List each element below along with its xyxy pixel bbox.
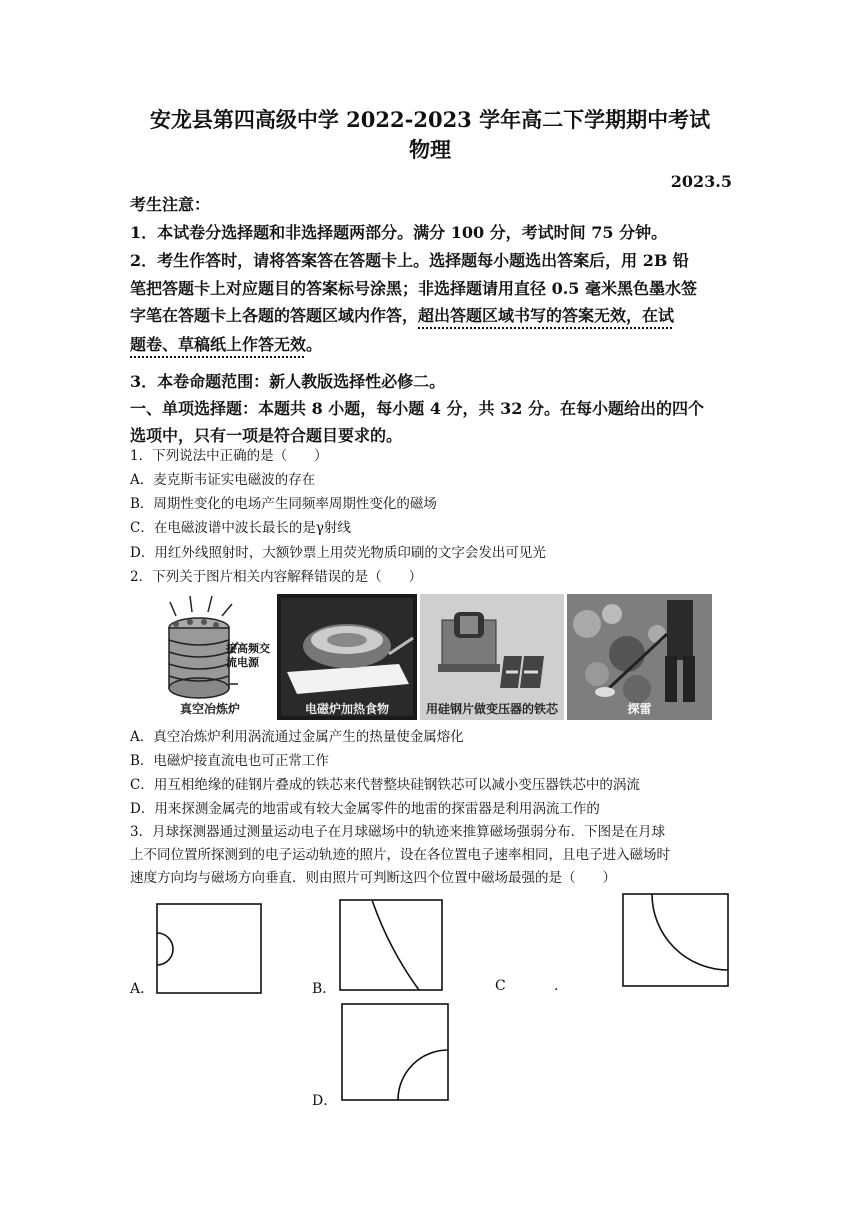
exam-title: 安龙县第四高级中学 2022-2023 学年高二下学期期中考试 <box>149 107 711 132</box>
q3-figure-d <box>341 1003 449 1101</box>
q1-option-b: B．周期性变化的电场产生同频率周期性变化的磁场 <box>130 496 437 512</box>
q3-figure-b <box>339 899 443 992</box>
q2-stem: 2．下列关于图片相关内容解释错误的是（ ） <box>130 569 423 585</box>
notice-item-2-line-3 <box>130 302 674 330</box>
q2-option-d: D．用来探测金属壳的地雷或有较大金属零件的地雷的探雷器是利用涡流工作的 <box>130 801 600 817</box>
notice-item-2-line-4-emphasis: 题卷、草稿纸上作答无效 <box>130 335 307 354</box>
notice-heading: 考生注意： <box>130 195 211 214</box>
notice-item-1: 1．本试卷分选择题和非选择题两部分。满分 100 分，考试时间 75 分钟。 <box>130 223 668 242</box>
q2-option-a: A．真空冶炼炉利用涡流通过金属产生的热量使金属熔化 <box>130 729 464 745</box>
photo-transformer-core <box>420 594 564 720</box>
notice-item-3: 3．本卷命题范围：新人教版选择性必修二。 <box>130 372 446 391</box>
notice-item-2-line-3-emphasis: 超出答题区域书写的答案无效，在试 <box>418 306 675 325</box>
photo-caption-2: 电磁炉加热食物 <box>304 702 389 716</box>
photo-vacuum-furnace <box>146 594 274 720</box>
q3-stem-line-1: 3．月球探测器通过测量运动电子在月球磁场中的轨迹来推算磁场强弱分布．下图是在月球 <box>130 824 666 840</box>
power-source-label: 接高频交流电源 <box>226 642 270 669</box>
exam-date: 2023.5 <box>670 172 732 191</box>
q3-figure-a <box>156 903 262 995</box>
notice-item-2-line-2: 笔把答题卡上对应题目的答案标号涂黑；非选择题请用直径 0.5 毫米黑色墨水签 <box>130 279 697 298</box>
q3-label-c-dot: . <box>554 978 559 994</box>
photo-caption-3: 用硅钢片做变压器的铁芯 <box>425 702 558 716</box>
q3-stem-line-3: 速度方向均与磁场方向垂直．则由照片可判断这四个位置中磁场最强的是（ ） <box>130 870 616 886</box>
q2-option-c: C．用互相绝缘的硅钢片叠成的铁芯来代替整块硅钢铁芯可以减小变压器铁芯中的涡流 <box>130 777 640 793</box>
notice-item-2-line-4 <box>130 331 322 359</box>
q1-option-a: A．麦克斯韦证实电磁波的存在 <box>130 472 316 488</box>
notice-item-2-line-3-plain: 字笔在答题卡上各题的答题区域内作答， <box>130 306 419 325</box>
q3-label-d: D． <box>312 1093 338 1109</box>
notice-item-2-line-1: 2．考生作答时，请将答案答在答题卡上。选择题每小题选出答案后，用 2B 铅 <box>130 251 689 270</box>
q3-label-a: A． <box>130 981 155 997</box>
photo-caption-4: 探雷 <box>627 702 652 716</box>
q1-option-c: C．在电磁波谱中波长最长的是γ射线 <box>130 520 351 536</box>
q3-label-b: B． <box>312 981 337 997</box>
section-1-heading-line-1: 一、单项选择题：本题共 8 小题，每小题 4 分，共 32 分。在每小题给出的四个 <box>130 399 704 418</box>
exam-subject: 物理 <box>409 137 451 162</box>
photo-induction-cooker <box>277 594 417 720</box>
q1-stem: 1．下列说法中正确的是（ ） <box>130 448 328 464</box>
photo-mine-detection <box>567 594 712 720</box>
q3-figure-c <box>622 893 729 988</box>
q2-option-b: B．电磁炉接直流电也可正常工作 <box>130 753 329 769</box>
photo-caption-1: 真空冶炼炉 <box>179 702 240 716</box>
q3-label-c: C <box>495 978 506 994</box>
q1-option-d: D．用红外线照射时，大额钞票上用荧光物质印刷的文字会发出可见光 <box>130 545 546 561</box>
notice-item-2-end: 。 <box>306 335 323 354</box>
section-1-heading-line-2: 选项中，只有一项是符合题目要求的。 <box>130 426 403 445</box>
q3-stem-line-2: 上不同位置所探测到的电子运动轨迹的照片，设在各位置电子速率相同，且电子进入磁场时 <box>130 847 670 863</box>
